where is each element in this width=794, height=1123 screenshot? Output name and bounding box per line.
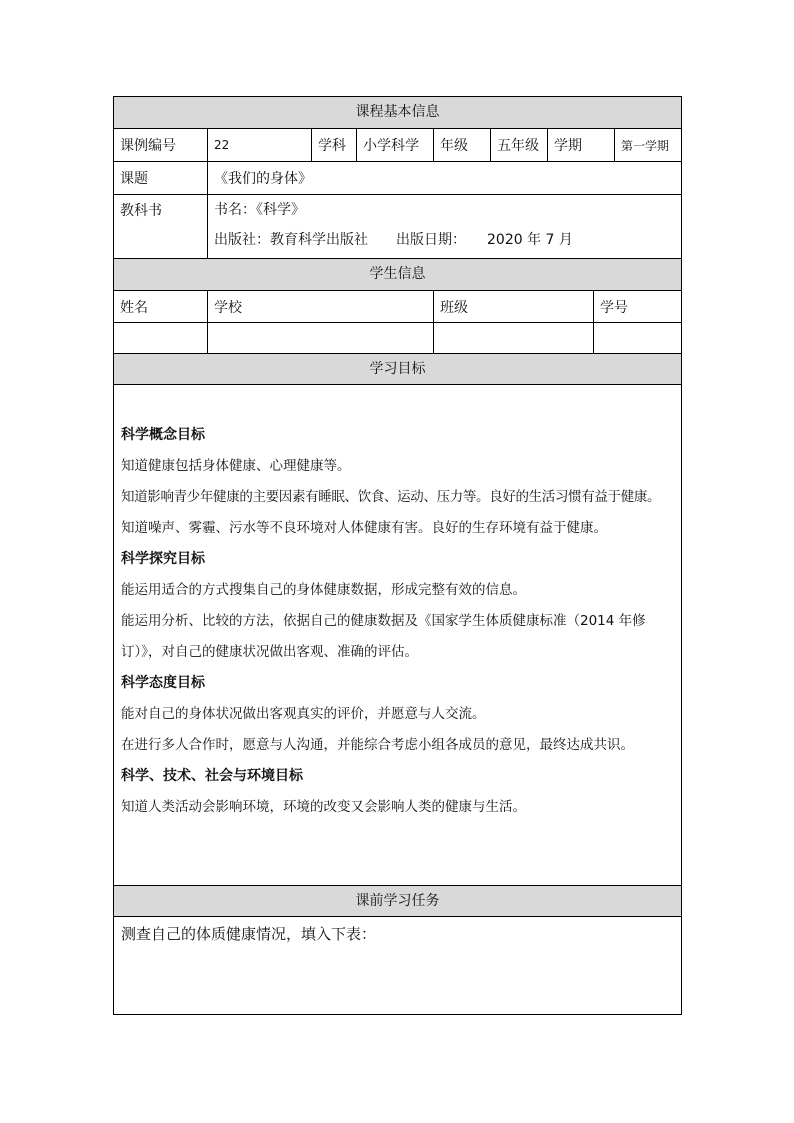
student-value-row — [114, 323, 681, 353]
pre-class-body — [114, 917, 681, 1014]
course-info-header-text: 课程基本信息 — [355, 104, 440, 120]
goal-section-title: 科学态度目标 — [121, 675, 205, 691]
goal-section-title: 科学概念目标 — [121, 427, 205, 443]
topic-row — [114, 162, 681, 194]
goal-line: 知道健康包括身体健康、心理健康等。 — [121, 458, 351, 474]
goal-section-title: 科学、技术、社会与环境目标 — [121, 768, 303, 784]
goal-line: 能运用分析、比较的方法，依据自己的健康数据及《国家学生体质健康标准（2014 年修订）》，对自己的健康状况做出客观、准确的评估。 — [121, 613, 646, 660]
student-label-row — [114, 291, 681, 322]
goal-line: 知道影响青少年健康的主要因素有睡眠、饮食、运动、压力等。良好的生活习惯有益于健康。 — [121, 489, 661, 505]
book-name: 书名：《科学》 — [214, 202, 305, 218]
student-info-header-text: 学生信息 — [369, 266, 426, 282]
learning-goals-header — [114, 354, 681, 384]
lesson-no-value: 22 — [207, 129, 311, 161]
student-school-field[interactable] — [207, 323, 433, 353]
student-id-field[interactable] — [593, 323, 681, 353]
student-id-label: 学号 — [593, 291, 681, 322]
goal-line: 能运用适合的方式搜集自己的身体健康数据，形成完整有效的信息。 — [121, 582, 526, 598]
student-class-label: 班级 — [433, 291, 593, 322]
student-class-field[interactable] — [433, 323, 593, 353]
pre-class-header — [114, 886, 681, 916]
goal-line: 知道人类活动会影响环境，环境的改变又会影响人类的健康与生活。 — [121, 799, 526, 815]
goal-line: 在进行多人合作时，愿意与人沟通，并能综合考虑小组各成员的意见，最终达成共识。 — [121, 737, 634, 753]
textbook-label: 教科书 — [120, 203, 162, 219]
goal-line: 能对自己的身体状况做出客观真实的评价，并愿意与人交流。 — [121, 706, 486, 722]
subject-value: 小学科学 — [356, 129, 433, 161]
student-name-field[interactable] — [114, 323, 207, 353]
pre-class-task: 测查自己的体质健康情况，填入下表： — [121, 925, 377, 943]
student-info-header — [114, 259, 681, 290]
course-info-header — [114, 97, 681, 128]
grade-label: 年级 — [433, 129, 490, 161]
pre-class-header-text: 课前学习任务 — [355, 893, 440, 909]
goal-line: 知道噪声、雾霾、污水等不良环境对人体健康有害。良好的生存环境有益于健康。 — [121, 520, 607, 536]
lesson-info-table — [113, 96, 682, 1015]
publisher-line: 出版社：教育科学出版社 出版日期： 2020 年 7 月 — [214, 232, 573, 248]
term-label: 学期 — [547, 129, 614, 161]
grade-value: 五年级 — [490, 129, 547, 161]
topic-value: 《我们的身体》 — [207, 162, 681, 194]
term-value: 第一学期 — [614, 129, 681, 161]
lesson-no-label: 课例编号 — [120, 138, 176, 154]
learning-goals-header-text: 学习目标 — [369, 361, 426, 377]
student-name-label: 姓名 — [120, 299, 148, 316]
textbook-row — [114, 195, 681, 258]
student-school-label: 学校 — [207, 291, 433, 322]
subject-label: 学科 — [311, 129, 356, 161]
goal-section-title: 科学探究目标 — [121, 551, 205, 567]
course-meta-row — [114, 129, 681, 161]
topic-label: 课题 — [120, 171, 148, 187]
learning-goals-body — [121, 420, 677, 823]
